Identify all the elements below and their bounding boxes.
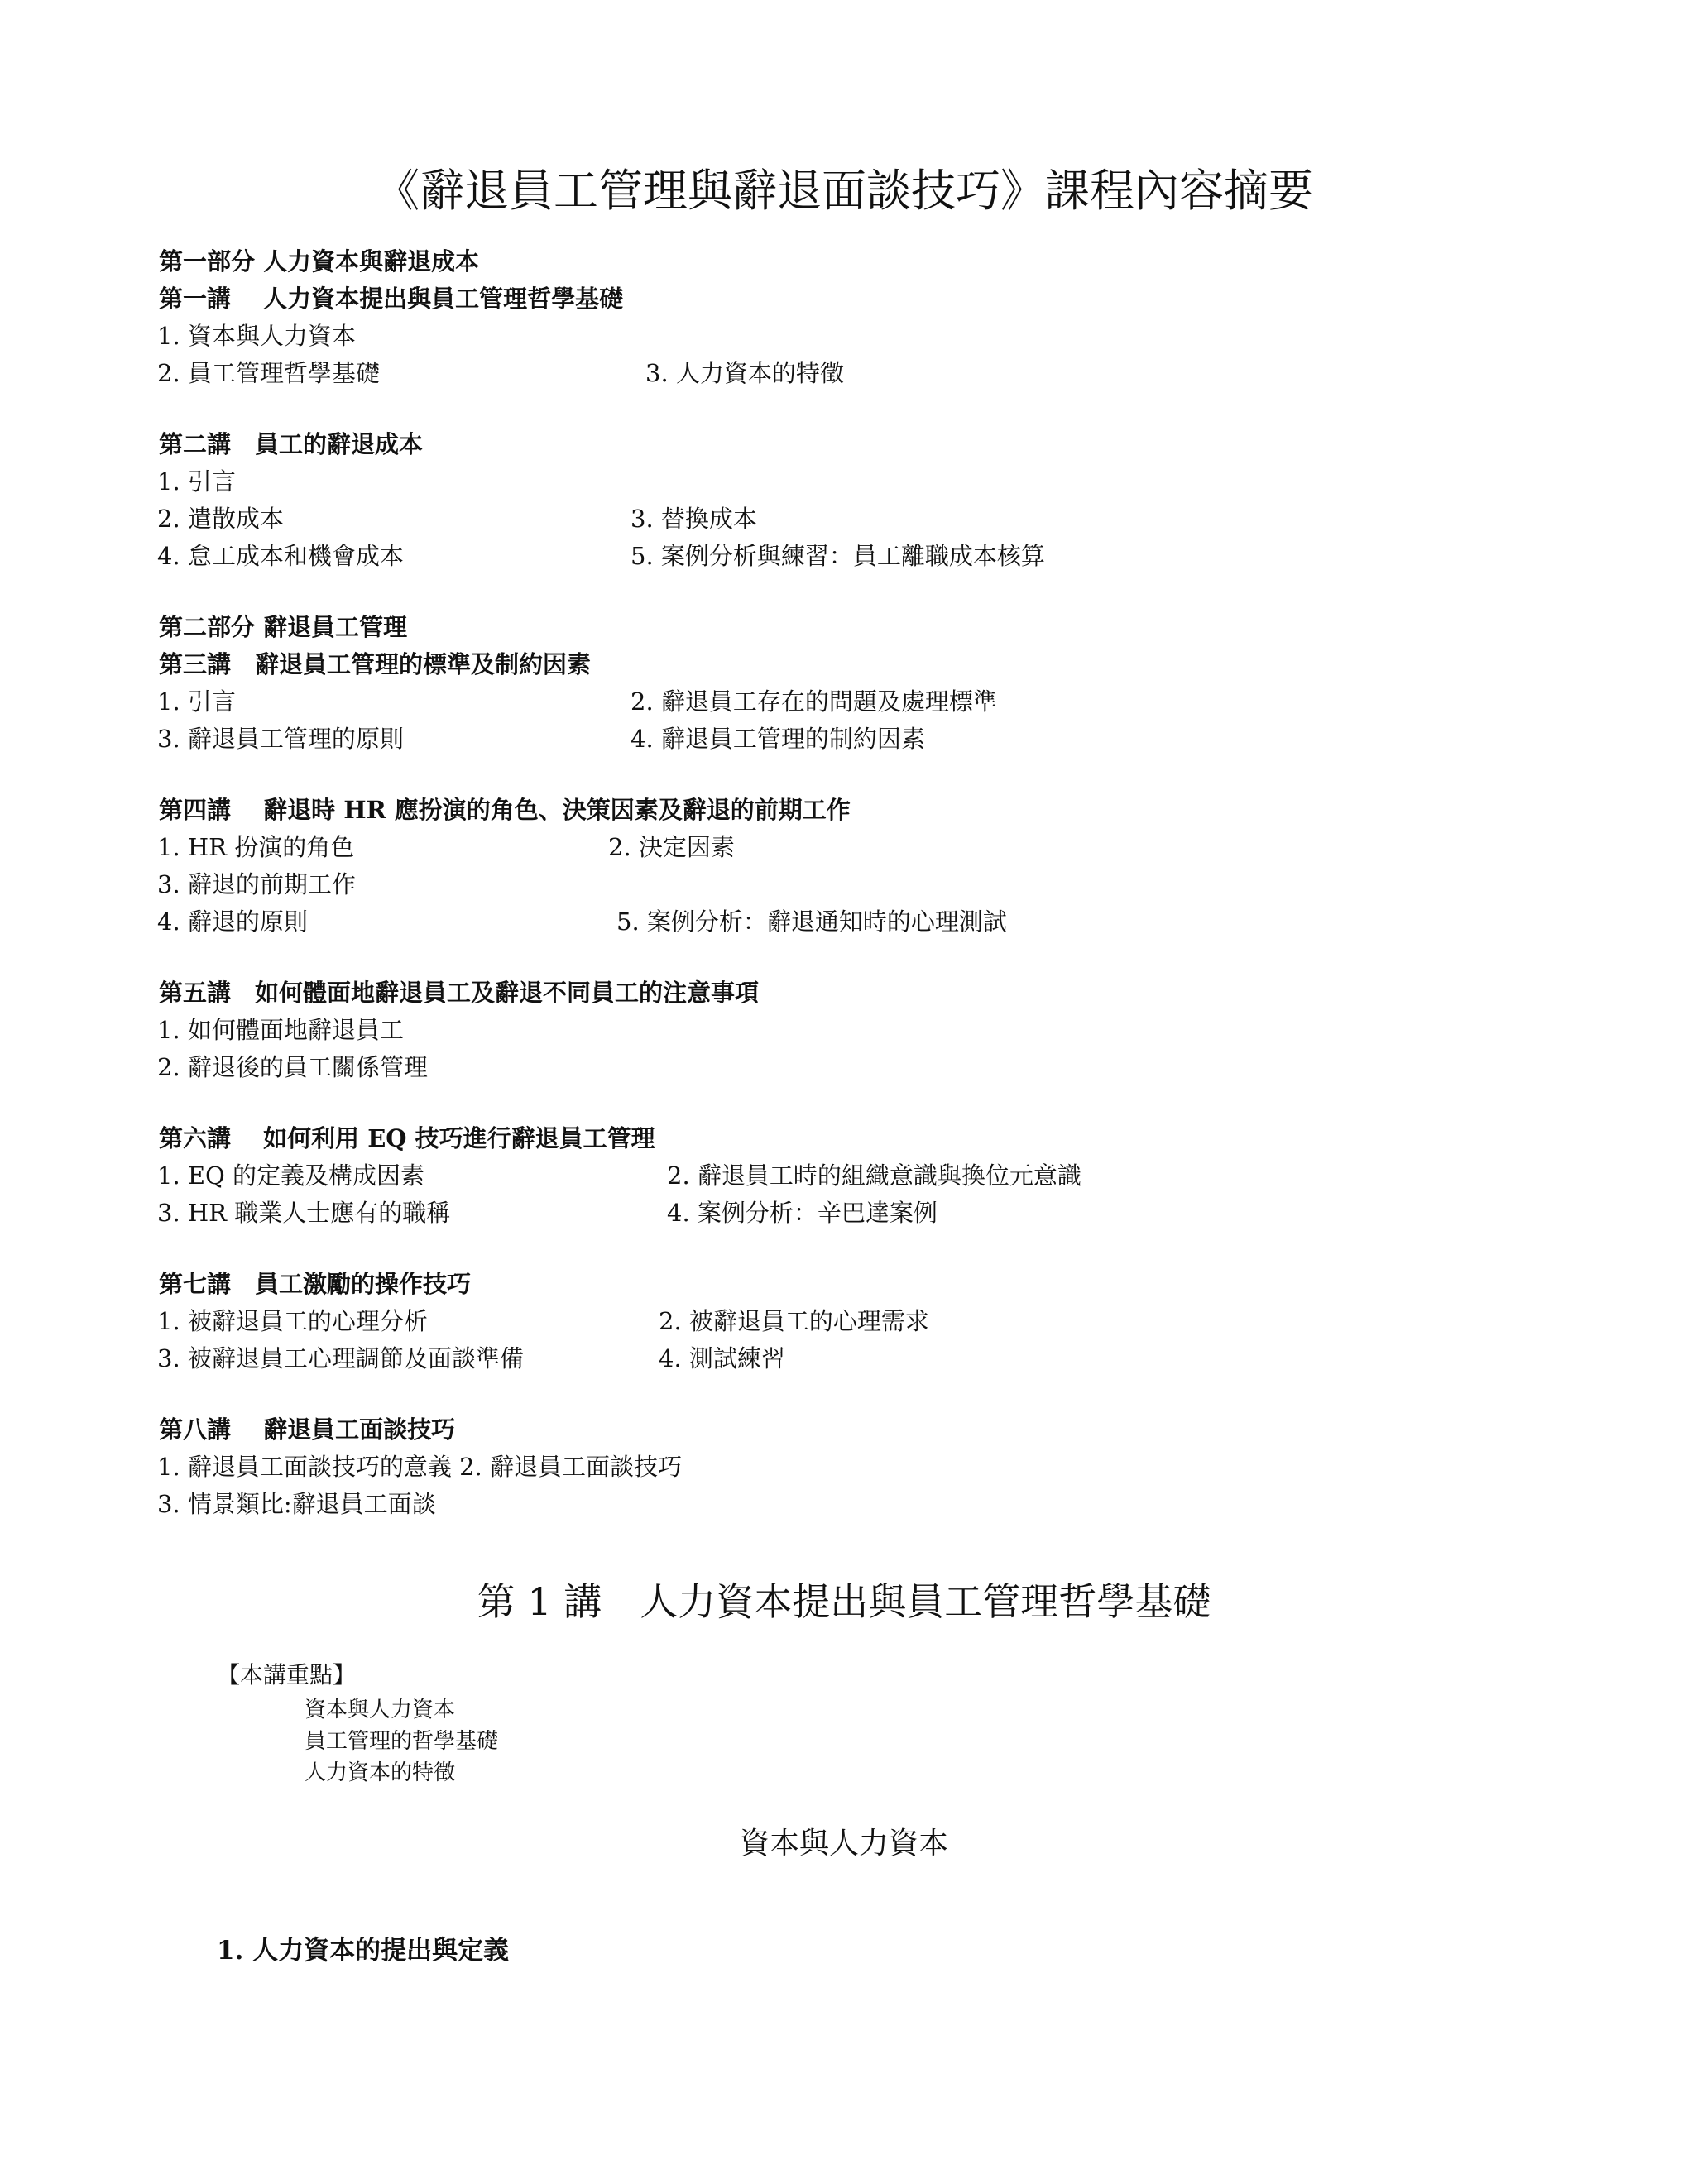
lecture-heading: 第五講 如何體面地辭退員工及辭退不同員工的注意事項 <box>159 979 760 1007</box>
section-title: 資本與人力資本 <box>739 1827 948 1861</box>
list-item: 5. 案例分析與練習：員工離職成本核算 <box>631 542 1045 570</box>
list-item: 3. 情景類比:辭退員工面談 <box>157 1490 436 1518</box>
list-item: 1. 被辭退員工的心理分析 <box>157 1307 428 1335</box>
lecture-heading: 第六講 如何利用 EQ 技巧進行辭退員工管理 <box>159 1124 655 1152</box>
list-item: 1. 引言 <box>157 687 236 716</box>
list-item: 1. 如何體面地辭退員工 <box>157 1016 404 1044</box>
list-item: 2. 辭退員工存在的問題及處理標準 <box>631 687 997 716</box>
lecture-heading: 第二講 員工的辭退成本 <box>159 430 424 458</box>
chapter-heading: 第 1 講 人力資本提出與員工管理哲學基礎 <box>477 1579 1211 1624</box>
list-item: 3. 被辭退員工心理調節及面談準備 <box>157 1344 524 1372</box>
list-item: 2. 辭退後的員工關係管理 <box>157 1053 428 1081</box>
part-heading: 第二部分 辭退員工管理 <box>159 613 408 641</box>
list-item: 4. 怠工成本和機會成本 <box>157 542 404 570</box>
list-item: 2. 遣散成本 <box>157 505 284 533</box>
list-item: 3. 替換成本 <box>631 505 757 533</box>
list-item: 1. HR 扮演的角色 <box>157 833 355 861</box>
list-item: 4. 辭退員工管理的制約因素 <box>631 725 925 753</box>
list-item: 1. 引言 <box>157 467 236 496</box>
lecture-heading: 第一講 人力資本提出與員工管理哲學基礎 <box>159 285 624 313</box>
lecture-heading: 第四講 辭退時 HR 應扮演的角色、決策因素及辭退的前期工作 <box>159 796 851 824</box>
list-item: 1. EQ 的定義及構成因素 <box>157 1161 425 1190</box>
list-item: 1. 辭退員工面談技巧的意義 2. 辭退員工面談技巧 <box>157 1453 682 1481</box>
list-item: 3. 辭退的前期工作 <box>157 870 356 898</box>
key-point-item: 人力資本的特徵 <box>305 1760 456 1785</box>
list-item: 3. 人力資本的特徵 <box>645 359 844 387</box>
document-title: 《辭退員工管理與辭退面談技巧》課程內容摘要 <box>375 165 1313 217</box>
lecture-heading: 第八講 辭退員工面談技巧 <box>159 1415 456 1444</box>
list-item: 2. 辭退員工時的組織意識與換位元意識 <box>667 1161 1081 1190</box>
list-item: 3. 辭退員工管理的原則 <box>157 725 404 753</box>
key-points-label: 【本講重點】 <box>217 1661 357 1688</box>
key-point-item: 員工管理的哲學基礎 <box>305 1729 499 1754</box>
key-point-item: 資本與人力資本 <box>305 1698 456 1722</box>
list-item: 1. 資本與人力資本 <box>157 322 356 350</box>
lecture-heading: 第七講 員工激勵的操作技巧 <box>159 1270 472 1298</box>
list-item: 2. 員工管理哲學基礎 <box>157 359 380 387</box>
lecture-heading: 第三講 辭退員工管理的標準及制約因素 <box>159 650 592 678</box>
list-item: 3. HR 職業人士應有的職稱 <box>157 1199 451 1227</box>
subsection-title: 1. 人力資本的提出與定義 <box>217 1936 510 1966</box>
list-item: 4. 測試練習 <box>659 1344 785 1372</box>
list-item: 4. 案例分析：辛巴達案例 <box>667 1199 938 1227</box>
list-item: 5. 案例分析：辭退通知時的心理測試 <box>616 908 1007 936</box>
list-item: 2. 決定因素 <box>608 833 735 861</box>
list-item: 4. 辭退的原則 <box>157 908 308 936</box>
part-heading: 第一部分 人力資本與辭退成本 <box>159 247 480 275</box>
list-item: 2. 被辭退員工的心理需求 <box>659 1307 929 1335</box>
